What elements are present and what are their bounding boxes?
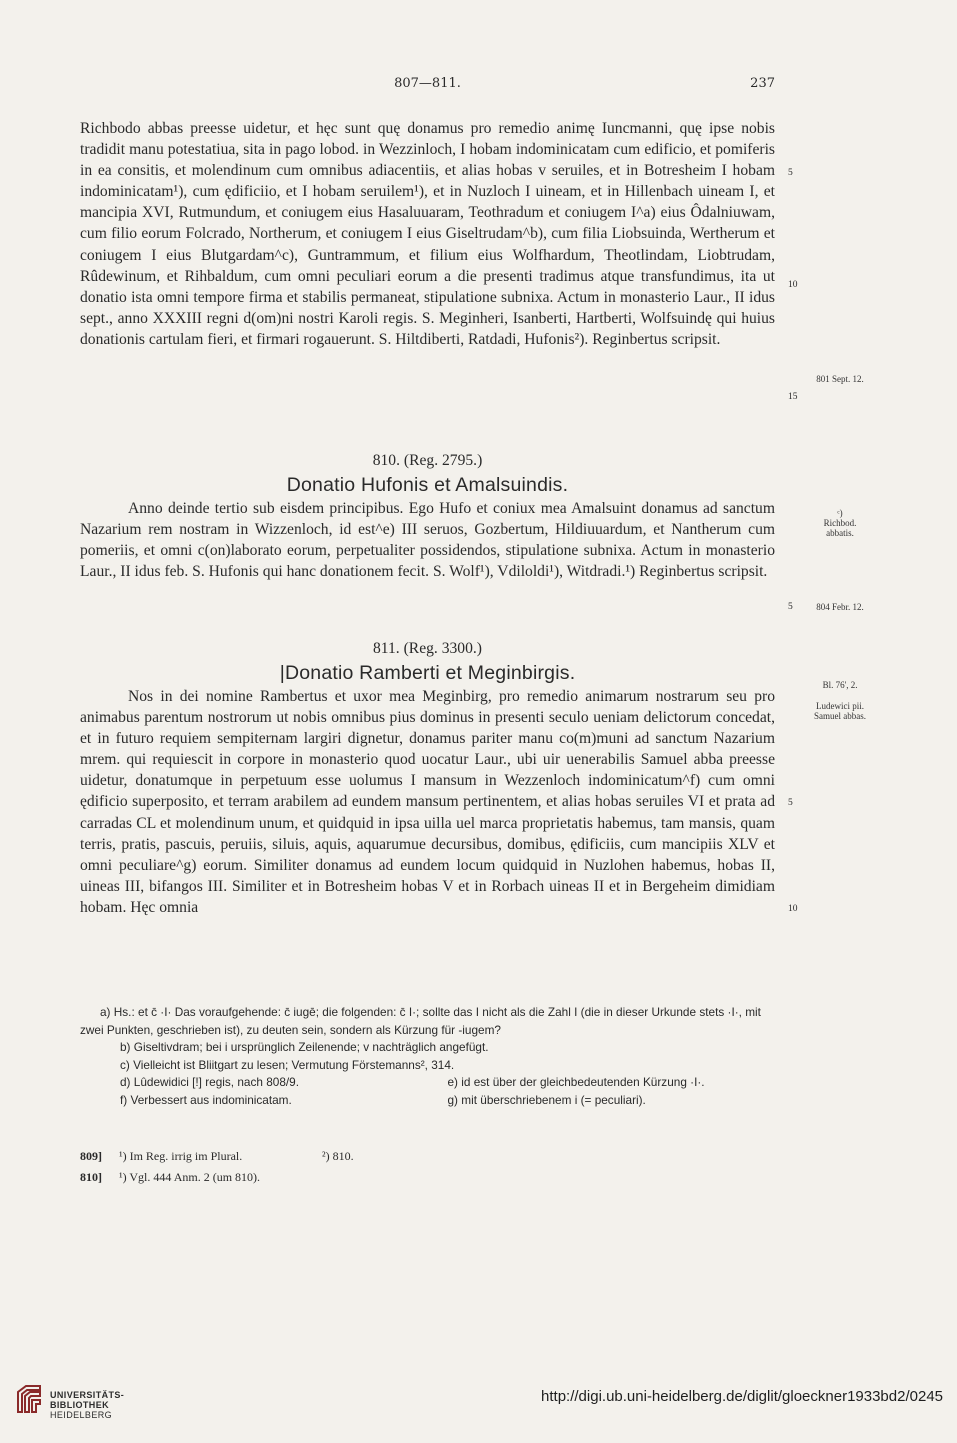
charter-810: [80, 450, 775, 582]
margin-note-line: Ludewici pii.: [816, 701, 864, 711]
logo-line: BIBLIOTHEK: [50, 1400, 109, 1410]
margin-note-richbod: [800, 508, 880, 538]
logo-line: UNIVERSITÄTS-: [50, 1390, 125, 1400]
line-number: 10: [788, 904, 798, 914]
footnote-d: d) Lûdewidici [!] regis, nach 808/9.: [120, 1075, 300, 1089]
line-number: 5: [788, 602, 793, 612]
library-logo-text: [50, 1390, 124, 1420]
library-logo-icon: [14, 1382, 46, 1416]
footnote-b: b) Giseltivdram; bei i ursprünglich Zeilenende; v nachträglich angefügt.: [120, 1040, 489, 1054]
footnote-g: g) mit überschriebenem i (= peculiari).: [447, 1092, 646, 1107]
commentary-810: [80, 1167, 775, 1188]
charter-811: [80, 638, 775, 918]
charter-811-title: |Donatio Ramberti et Meginbirgis.: [279, 662, 576, 684]
charter-810-paragraph: Anno deinde tertio sub eisdem principibus. Ego Hufo et coniux mea Amalsuint donamus ad sanctum Nazarium rem nostram in Wizzenloch, id est^e) III seruos, Gozbertum, Hildiuuardum, et Nantherum cum pomeriis, et omni c(on)laborato eorum, perpetualiter possidendos, stipulatione subnixa. Actum in monasterio Laur., II idus feb. S. Hufonis qui hanc donationem fecit. S. Wolf¹), Vdiloldi¹), Witdradi.¹) Reginbertus scripsit.: [80, 500, 775, 581]
footnote-c: c) Vielleicht ist Bliitgart zu lesen; Vermutung Förstemanns², 314.: [120, 1057, 455, 1072]
footnote-a: a) Hs.: et c̄ ·I· Das voraufgehende: c̄ iugē; die folgenden: c̄ I·; sollte das I nicht als die Zahl I (die in dieser Urkunde stets ·I·, mit zwei Punkten, geschrieben ist), zu deuten sein, sondern als Kürzung für -iugem?: [80, 1005, 761, 1037]
charter-810-title: Donatio Hufonis et Amalsuindis.: [286, 474, 569, 496]
line-number: 5: [788, 168, 793, 178]
margin-date-807: 801 Sept. 12.: [816, 374, 864, 384]
footnote-row: [80, 1074, 775, 1092]
margin-note-line: Richbod.: [823, 518, 857, 528]
commentary-label: 809]: [80, 1149, 102, 1163]
line-number: 15: [788, 392, 798, 402]
commentary-809: [80, 1146, 775, 1167]
charter-811-paragraph: Nos in dei nomine Rambertus et uxor mea Meginbirg, pro remedio animarum nostrarum seu pro animabus parentum nostrorum ut nobis omnibus pius dominus in presenti seculo ueniam delictorum concedat, et in futuro requiem sempiternam largiri dignetur, donamus pariter manu co(m)muni ad sanctum Nazarium mrem. qui requiescit in corpore in monasterio quod uocatur Laur., ubi uir uenerabilis Samuel abba preesse uidetur, donatumque in perpetuum esse uolumus I mansum in Wezzenloch indominicatum^f) cum omni ędificio superposito, et terram arabilem ad eundem mansum pertinentem, et alias hobas seruiles VI et prata ad carradas CL et molendinum unum, et quidquid in ipsa uilla uel marca proprietatis habemus, tam mansis, quam terris, pratis, pascuis, peruiis, siluis, aquis, aquarumue decursibus, domibus, ędificiis, cum mancipiis XLV et omni peculiare^g) eorum. Similiter donamus ad eundem locum quidquid in Nuzlohen habemus, hobas II, uineas III, bifangos III. Similiter et in Botresheim hobas V et in Rorbach uineas II et in Bergeheim dimidiam hobam. Hęc omnia: [80, 688, 775, 916]
page-number: 237: [750, 76, 775, 91]
charter-807-paragraph: Richbodo abbas preesse uidetur, et hęc sunt quę donamus pro remedio animę Iuncmanni, quę ipse nobis tradidit manu potestatiua, sita in pago lobod. in Wezzinloch, I hobam indominicatam cum edificio, et pomiferis in ea consitis, et molendinum cum omnibus adiacentiis, et alias hobas v seruiles, et in Botresheim I hobam indominicatam¹), cum ędificiio, et I hobam seruilem¹), et in Nuzloch I uineam, et in Hillenbach uineam I, et mancipia XVI, Rutmundum, et coniugem eius Hasaluuaram, Teothradum et coniugem I^a) eius Ôdalniuwam, cum filio eorum Folcrado, Northerum, et coniugem I eius Giseltrudam^b), cum filia Liobsuinda, Wertherum et coniugem I eius Blutgardam^c), Guntrammum, et filium eius Wolfhardum, Theotlindam, Liobtrudam, Rûdewinum, et Rihbaldum, cum omni peculiari eorum a die presenti tradimus atque transfundimus, ita ut donatio ista omni tempore firma et stabilis permaneat, stipulatione subnixa. Actum in monasterio Laur., II idus sept., anno XXXIII regni d(om)ni nostri Karoli regis. S. Meginheri, Isanberti, Hartberti, Wolfsuindę qui huius donationis cartulam fieri, et firmari rogauerunt. S. Hiltdiberti, Ratdadi, Hufonis²). Reginbertus scripsit.: [80, 120, 775, 348]
footnote-f: f) Verbessert aus indominicatam.: [120, 1092, 292, 1107]
commentary-text: ¹) Vgl. 444 Anm. 2 (um 810).: [119, 1170, 261, 1184]
margin-date-810: 804 Febr. 12.: [816, 602, 864, 612]
margin-note-ludewici: [800, 701, 880, 721]
footnotes-apparatus: [80, 1004, 775, 1109]
commentary-notes: [80, 1146, 775, 1188]
footnote-row: [80, 1092, 775, 1110]
margin-note-line: abbatis.: [826, 528, 854, 538]
running-head: [80, 76, 775, 96]
footnote-e: e) id est über der gleichbedeutenden Kürzung ·I·.: [447, 1075, 705, 1089]
page-range: 807—811.: [394, 76, 461, 91]
commentary-text: ²) 810.: [322, 1149, 354, 1163]
viewer-footer: [0, 1378, 957, 1443]
logo-line: HEIDELBERG: [50, 1410, 113, 1420]
charter-807-text: [80, 118, 775, 350]
commentary-label: 810]: [80, 1170, 102, 1184]
margin-note-marker: ᶜ): [837, 508, 843, 518]
charter-810-number: 810. (Reg. 2795.): [372, 452, 483, 469]
line-number: 10: [788, 280, 798, 290]
margin-folio: Bl. 76', 2.: [822, 680, 858, 690]
charter-811-number: 811. (Reg. 3300.): [373, 640, 482, 657]
permalink-url[interactable]: http://digi.ub.uni-heidelberg.de/diglit/gloeckner1933bd2/0245: [541, 1388, 943, 1405]
margin-note-line: Samuel abbas.: [814, 711, 866, 721]
commentary-text: ¹) Im Reg. irrig im Plural.: [119, 1149, 243, 1163]
line-number: 5: [788, 798, 793, 808]
